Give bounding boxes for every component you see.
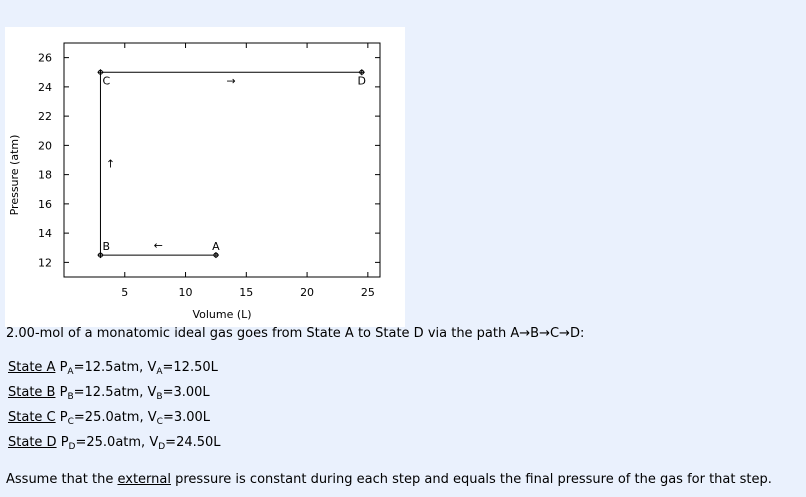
state-d-p: $P_D=25.0atm$, bbox=[60, 435, 146, 452]
state-label-b: B bbox=[102, 240, 111, 254]
y-tick-label: 24 bbox=[38, 80, 52, 94]
y-tick-label: 22 bbox=[38, 110, 52, 124]
y-tick-label: 14 bbox=[38, 227, 52, 241]
x-tick-label: 15 bbox=[239, 286, 254, 299]
y-axis-label: Pressure (atm) bbox=[8, 134, 21, 216]
x-tick-label: 25 bbox=[360, 286, 375, 299]
y-tick-label: 20 bbox=[38, 139, 52, 153]
state-b-name: State B bbox=[8, 385, 56, 400]
state-b-p: $P_B=12.5atm$, bbox=[59, 385, 144, 402]
state-label-d: D bbox=[357, 74, 367, 88]
y-tick-label: 26 bbox=[38, 51, 52, 65]
x-tick-label: 10 bbox=[178, 286, 193, 299]
x-tick-label: 5 bbox=[121, 286, 129, 299]
path-arrow: → bbox=[226, 74, 236, 88]
assumption-note: Assume that the external pressure is constant during each step and equals the final pressure of the gas for that step. bbox=[6, 472, 772, 487]
state-c-v: $V_C=3.00L$ bbox=[147, 410, 211, 427]
path-arrow: ↑ bbox=[105, 157, 116, 171]
state-label-c: C bbox=[102, 74, 111, 88]
state-c-line bbox=[8, 410, 210, 427]
state-a-line bbox=[8, 360, 218, 377]
state-c-p: $P_C=25.0atm$, bbox=[59, 410, 144, 427]
state-b-line bbox=[8, 385, 210, 402]
problem-intro: 2.00-mol of a monatomic ideal gas goes from State A to State D via the path A→B→C→D: bbox=[6, 326, 585, 341]
y-tick-label: 16 bbox=[38, 197, 52, 211]
state-b-v: $V_B=3.00L$ bbox=[147, 385, 210, 402]
external-keyword: external bbox=[117, 472, 171, 487]
state-c-name: State C bbox=[8, 410, 56, 425]
state-d-v: $V_D=24.50L$ bbox=[149, 435, 221, 452]
state-a-name: State A bbox=[8, 360, 56, 375]
state-d-name: State D bbox=[8, 435, 57, 450]
y-tick-label: 12 bbox=[38, 256, 52, 270]
pv-chart-svg bbox=[5, 27, 405, 327]
state-label-a: A bbox=[212, 240, 220, 254]
x-axis-label: Volume (L) bbox=[192, 308, 252, 321]
state-a-p: $P_A=12.5atm$, bbox=[59, 360, 144, 377]
pv-chart bbox=[5, 27, 405, 327]
state-a-v: $V_A=12.50L$ bbox=[147, 360, 218, 377]
x-tick-label: 20 bbox=[300, 286, 315, 299]
path-arrow: ← bbox=[153, 239, 163, 253]
state-d-line bbox=[8, 435, 221, 452]
y-tick-label: 18 bbox=[38, 168, 52, 182]
